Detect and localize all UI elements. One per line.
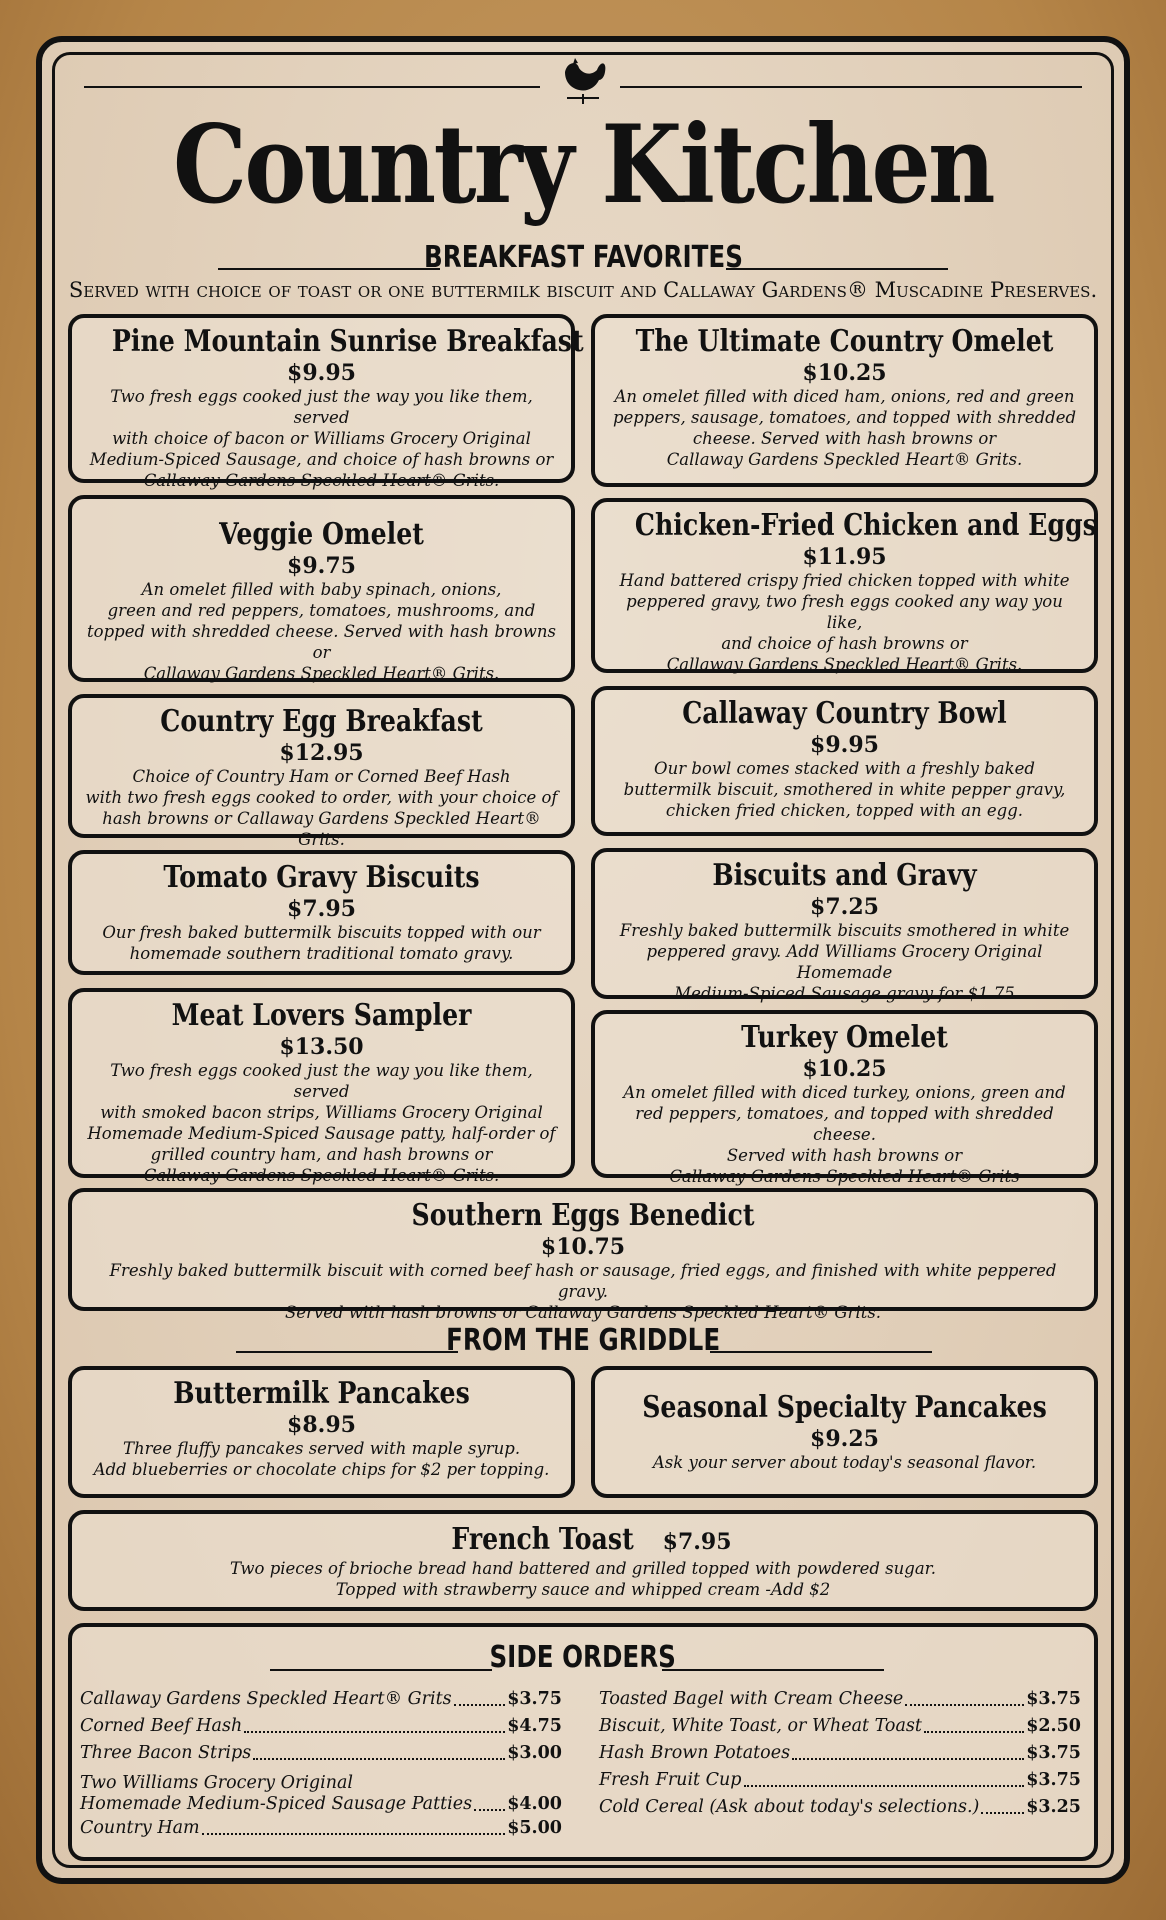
item-description: Ask your server about today's seasonal flavor. — [652, 1453, 1037, 1472]
top-rule-right — [620, 86, 1082, 88]
menu-item-card — [68, 850, 575, 975]
menu-item-card — [591, 686, 1098, 836]
item-price: $10.75 — [540, 1234, 626, 1260]
item-price: $9.95 — [287, 360, 356, 386]
item-name: French Toast — [451, 1522, 635, 1557]
side-item: Cold Cereal (Ask about today's selections.) $3.25 — [599, 1797, 1081, 1817]
side-item: Hash Brown Potatoes $3.75 — [599, 1743, 1081, 1763]
menu-item-card — [591, 1010, 1098, 1186]
item-price: $10.25 — [802, 360, 887, 386]
side-item: Toasted Bagel with Cream Cheese $3.75 — [599, 1689, 1081, 1709]
side-item: Corned Beef Hash $4.75 — [80, 1716, 562, 1736]
item-price: $9.95 — [810, 732, 879, 758]
item-name: Chicken-Fried Chicken and Eggs — [634, 508, 1097, 543]
item-description: Two fresh eggs cooked just the way you like them, served with choice of bacon or Williams Grocery Original Medium-Spiced Sausage, and choice of hash browns or Callaway Gardens Speckled Heart® Grits. — [89, 387, 554, 490]
side-orders-left-list — [80, 1686, 562, 1842]
item-price: $13.50 — [279, 1034, 364, 1060]
breakfast-subtitle: Served with choice of toast or one buttermilk biscuit and Callaway Gardens® Muscadine Preserves. — [68, 278, 1098, 302]
item-name: Tomato Gravy Biscuits — [163, 860, 480, 895]
item-price: $9.75 — [287, 553, 356, 579]
item-description: An omelet filled with diced ham, onions, red and green peppers, sausage, tomatoes, and topped with shredded cheese. Served with hash browns or Callaway Gardens Speckled Heart® Grits. — [612, 387, 1077, 469]
menu-item-card — [591, 314, 1098, 487]
item-name: Southern Eggs Benedict — [411, 1198, 755, 1233]
item-price: $12.95 — [279, 740, 364, 766]
top-rule-left — [84, 86, 540, 88]
item-price: $8.95 — [287, 1412, 356, 1438]
item-description: An omelet filled with baby spinach, onions, green and red peppers, tomatoes, mushrooms, and topped with shredded cheese. Served with hash browns or Callaway Gardens Speckled Heart® Grits. — [87, 580, 556, 683]
item-description: Two pieces of brioche bread hand battered and grilled topped with powdered sugar. Topped with strawberry sauce and whipped cream -Add $2 — [229, 1559, 936, 1599]
item-description: Our fresh baked buttermilk biscuits topped with our homemade southern traditional tomato gravy. — [102, 923, 541, 963]
side-item: Country Ham $5.00 — [80, 1818, 562, 1838]
griddle-heading: FROM THE GRIDDLE — [445, 1323, 721, 1358]
item-name: Country Egg Breakfast — [160, 704, 483, 739]
item-price: $7.95 — [287, 896, 356, 922]
item-description: Our bowl comes stacked with a freshly baked buttermilk biscuit, smothered in white pepper gravy, chicken fried chicken, topped with an egg. — [623, 759, 1066, 820]
side-orders-heading: SIDE ORDERS — [489, 1640, 677, 1675]
menu-item-card — [591, 848, 1098, 1003]
item-description: Hand battered crispy fried chicken topped with white peppered gravy, two fresh eggs cooked any way you like, and choice of hash browns or Callaway Gardens Speckled Heart® Grits. — [619, 571, 1070, 674]
side-item: Three Bacon Strips $3.00 — [80, 1743, 562, 1763]
item-description: Freshly baked buttermilk biscuits smothered in white peppered gravy. Add Williams Grocery Original Homemade Medium-Spiced Sausage gravy for $1.75 — [619, 921, 1070, 1003]
side-item: Biscuit, White Toast, or Wheat Toast $2.50 — [599, 1716, 1081, 1736]
item-description: An omelet filled with diced turkey, onions, green and red peppers, tomatoes, and topped with shredded cheese. Served with hash browns or Callaway Gardens Speckled Heart® Grits — [623, 1083, 1066, 1186]
menu-item-card — [591, 498, 1098, 673]
item-price: $7.95 — [662, 1529, 732, 1555]
item-price: $9.25 — [810, 1426, 879, 1452]
item-description: Three fluffy pancakes served with maple syrup. Add blueberries or chocolate chips for $2 per topping. — [93, 1439, 550, 1479]
menu-item-card — [591, 1366, 1098, 1498]
side-item: Fresh Fruit Cup $3.75 — [599, 1770, 1081, 1790]
item-description: Freshly baked buttermilk biscuit with corned beef hash or sausage, fried eggs, and finished with white peppered gravy. Served with hash browns or Callaway Gardens Speckled Heart® Grits. — [109, 1261, 1057, 1322]
menu-item-card — [68, 495, 575, 682]
item-price: $11.95 — [802, 544, 887, 570]
item-name: Seasonal Specialty Pancakes — [642, 1390, 1047, 1425]
item-description: Choice of Country Ham or Corned Beef Hash with two fresh eggs cooked to order, with your choice of hash browns or Callaway Gardens Speckled Heart® Grits. — [85, 767, 558, 849]
side-item: Two Williams Grocery Original Homemade Medium-Spiced Sausage Patties $4.00 — [80, 1773, 562, 1814]
menu-item-card — [68, 1510, 1098, 1611]
menu-item-card — [68, 314, 584, 490]
menu-item-card — [68, 1188, 1098, 1322]
item-name: Callaway Country Bowl — [682, 696, 1007, 731]
item-name: Pine Mountain Sunrise Breakfast — [111, 324, 584, 359]
item-name: Turkey Omelet — [741, 1020, 948, 1055]
item-price: $7.25 — [810, 894, 879, 920]
side-orders-right-list — [599, 1686, 1081, 1821]
menu-item-card — [68, 694, 575, 849]
item-name: Veggie Omelet — [219, 517, 424, 552]
side-item: Callaway Gardens Speckled Heart® Grits $3.75 — [80, 1689, 562, 1709]
item-price: $10.25 — [802, 1056, 887, 1082]
item-name: Biscuits and Gravy — [712, 858, 977, 893]
item-name: The Ultimate Country Omelet — [635, 324, 1054, 359]
menu-item-card — [68, 1366, 575, 1498]
restaurant-title: Country Kitchen — [172, 102, 993, 228]
breakfast-heading: BREAKFAST FAVORITES — [423, 240, 743, 275]
item-name: Meat Lovers Sampler — [171, 998, 472, 1033]
item-description: Two fresh eggs cooked just the way you like them, served with smoked bacon strips, Williams Grocery Original Homemade Medium-Spiced Sausage patty, half-order of grilled country ham, and hash browns or Callaway Gardens Speckled Heart® Grits. — [87, 1061, 556, 1185]
menu-item-card — [68, 988, 575, 1185]
item-name: Buttermilk Pancakes — [173, 1376, 470, 1411]
